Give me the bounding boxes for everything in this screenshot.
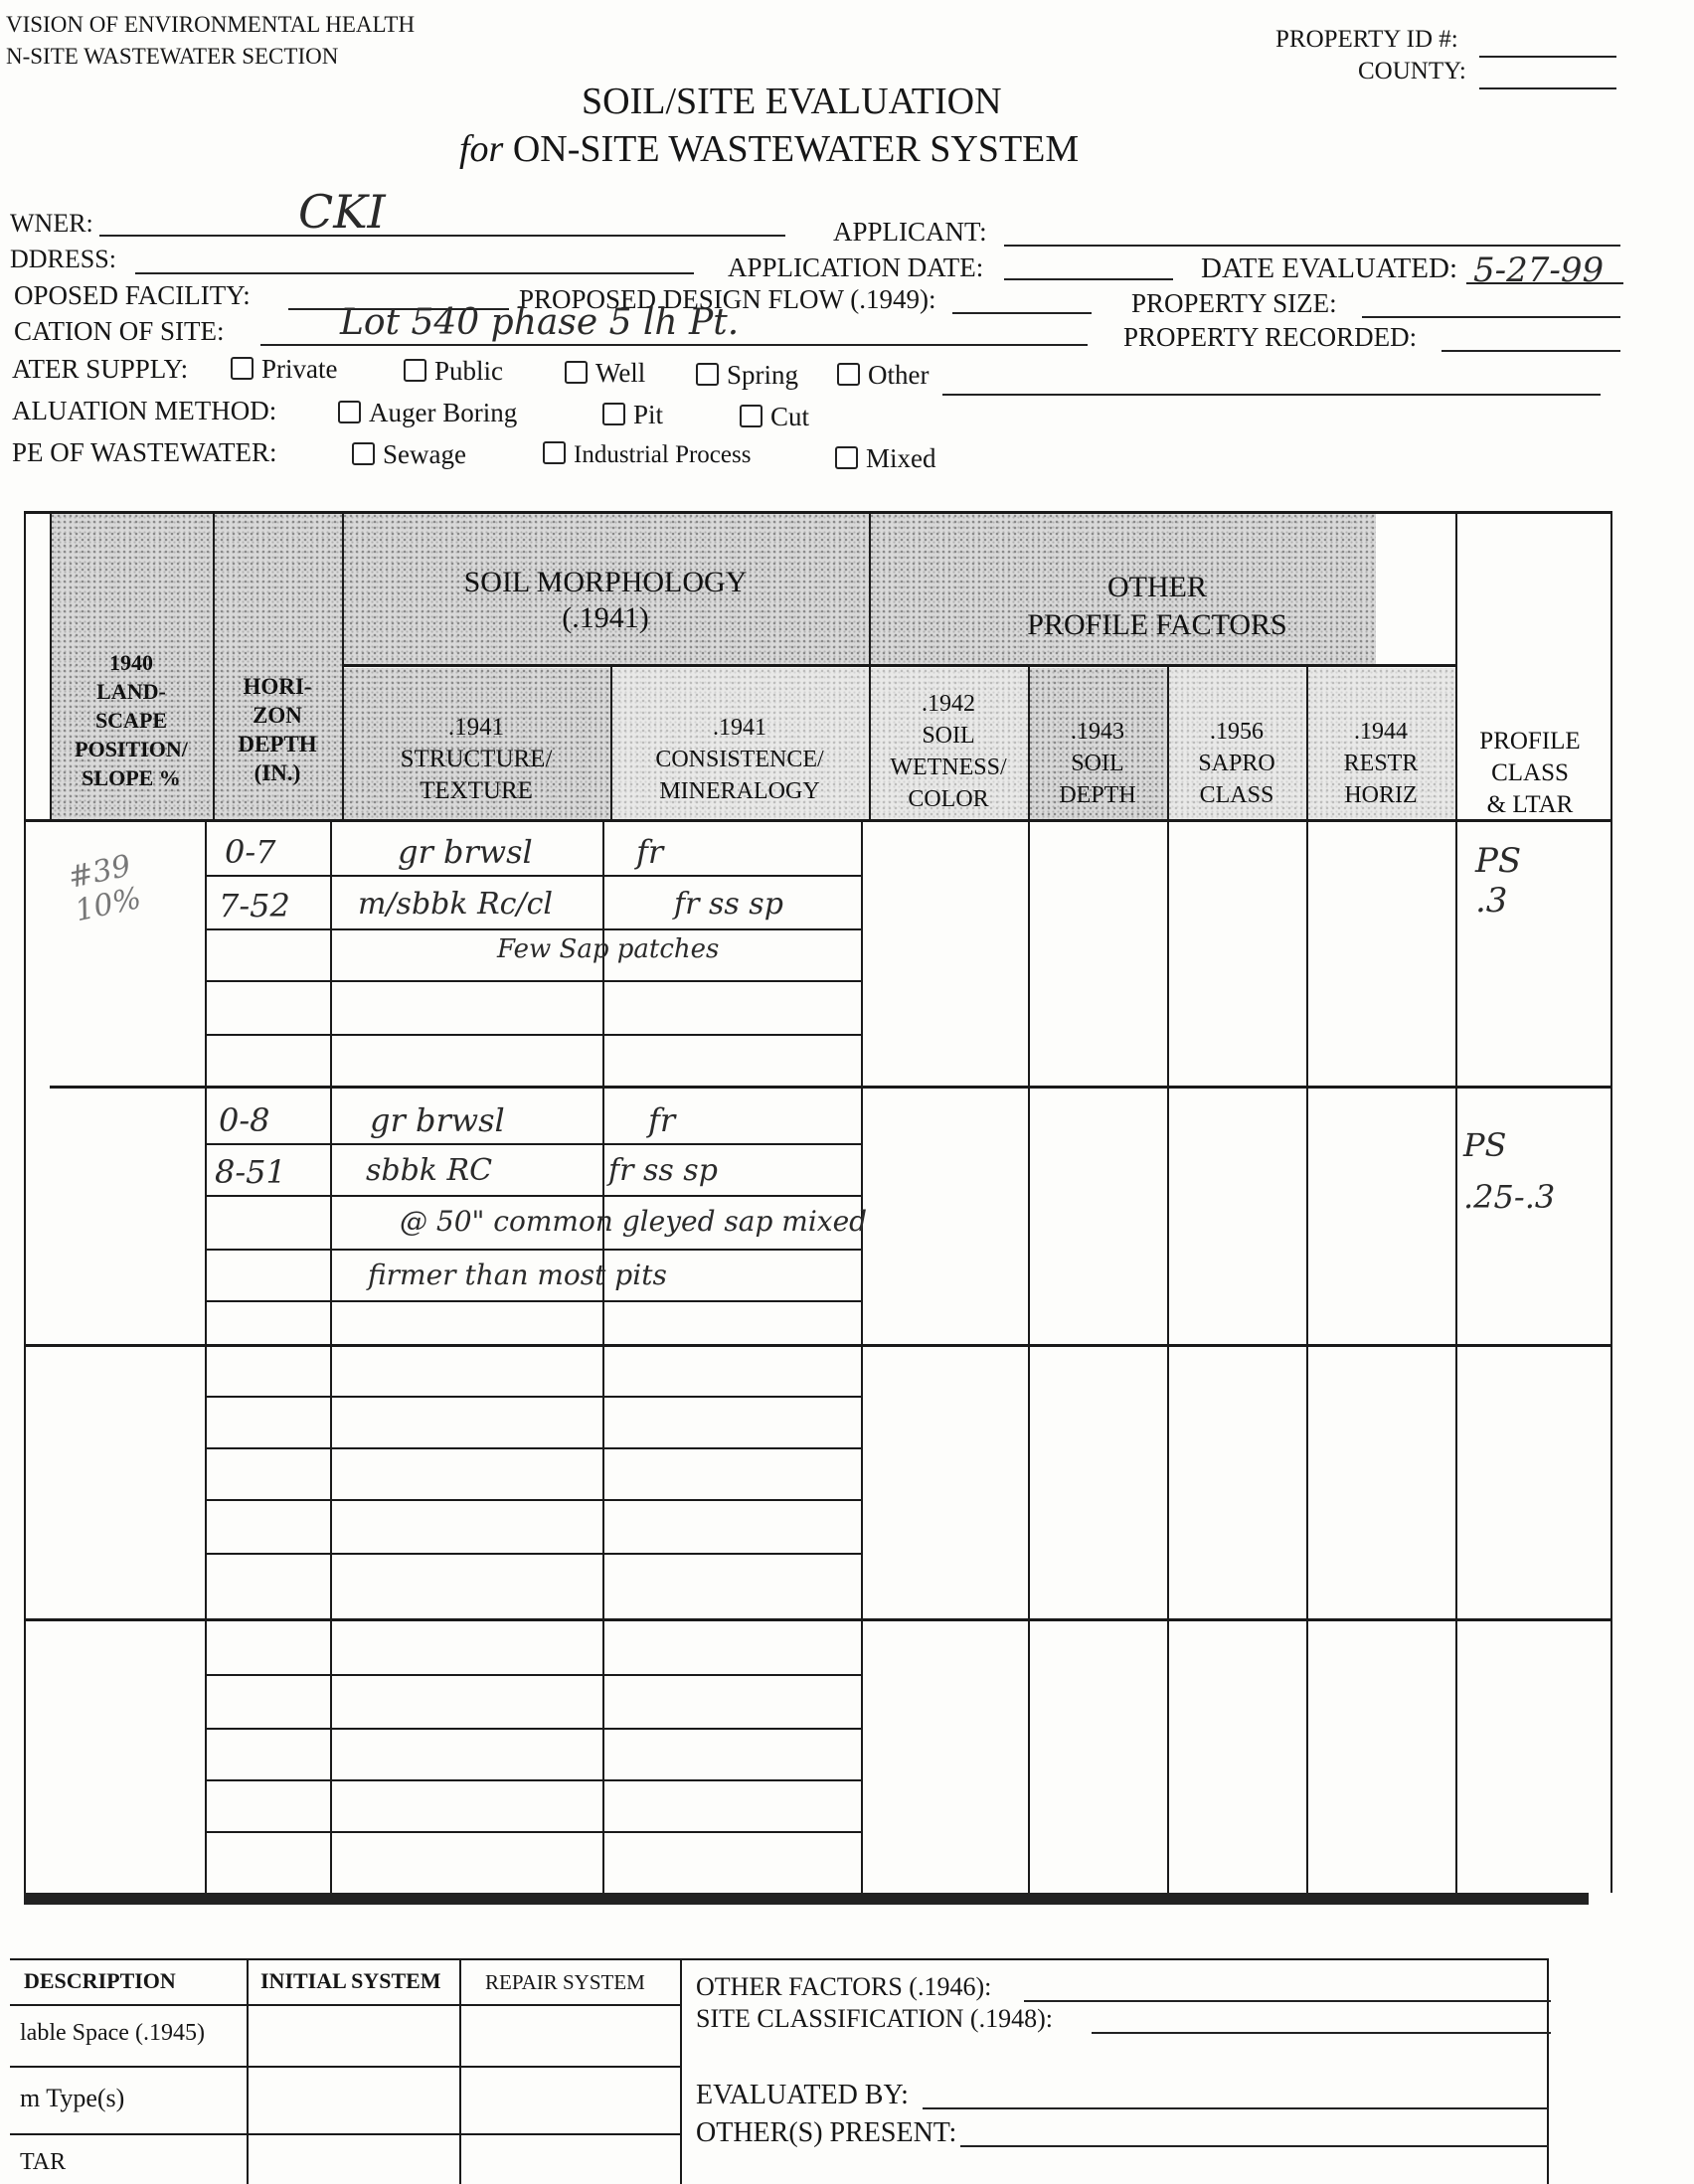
eval-method-cut-label: Cut [770, 402, 810, 431]
table-bottom-bar [24, 1893, 1589, 1905]
other-factors-field[interactable] [1024, 2000, 1551, 2002]
row-line-4a [205, 1674, 861, 1676]
wastewater-industrial-label: Industrial Process [574, 441, 752, 468]
row-line-1c [205, 980, 861, 982]
bottom-description-header: DESCRIPTION [24, 1968, 176, 1993]
block1-structure-3: Few Sap patches [497, 934, 720, 964]
row-line-2a [205, 1143, 861, 1145]
evaluation-method-label: ALUATION METHOD: [12, 396, 277, 425]
block1-structure-2: m/sbbk Rc/cl [358, 887, 553, 922]
property-id-field[interactable] [1479, 56, 1616, 58]
row-line-4b [205, 1728, 861, 1730]
checkbox-icon [565, 361, 588, 384]
table-top-border [24, 511, 1612, 514]
block2-structure-3: @ 50" common gleyed sap mixed [400, 1205, 868, 1238]
water-supply-other[interactable] [837, 360, 929, 391]
block-separator-2 [24, 1344, 1612, 1347]
applicant-field[interactable] [1004, 245, 1620, 247]
eval-method-auger[interactable] [338, 398, 517, 428]
row-line-1a [205, 875, 861, 877]
water-supply-spring-label: Spring [727, 360, 799, 390]
property-size-label: PROPERTY SIZE: [1131, 288, 1337, 318]
evaluated-by-field[interactable] [923, 2107, 1549, 2109]
checkbox-icon [338, 401, 361, 423]
block1-structure-1: gr brwsl [398, 833, 533, 871]
col-line-5 [869, 511, 871, 819]
eval-method-auger-label: Auger Boring [369, 398, 518, 427]
block2-depth-2: 8-51 [215, 1153, 286, 1191]
owner-field[interactable] [99, 235, 785, 237]
col-consistence-header: .1941 CONSISTENCE/ MINERALOGY [655, 715, 824, 804]
col-wetness-header: .1942 SOIL WETNESS/ COLOR [890, 691, 1007, 812]
form-subtitle [459, 127, 1079, 171]
block2-profile: PS .25-.3 [1463, 1126, 1556, 1216]
block1-consistence-2: fr ss sp [674, 887, 783, 922]
bottom-col-repair [459, 1958, 461, 2184]
checkbox-icon [404, 359, 426, 382]
col-line-9 [1455, 511, 1457, 1893]
address-field[interactable] [135, 272, 694, 274]
col-line-4 [610, 664, 612, 819]
site-classification-label: SITE CLASSIFICATION (.1948): [696, 2004, 1053, 2033]
design-flow-field[interactable] [952, 312, 1092, 314]
bottom-row-line-1 [10, 2004, 680, 2006]
body-col-depth [1028, 819, 1030, 1893]
evaluated-by-label: EVALUATED BY: [696, 2080, 909, 2110]
bottom-row-line-2 [10, 2066, 680, 2068]
county-label: COUNTY: [1358, 58, 1466, 84]
table-header-mid [342, 664, 1455, 667]
eval-method-pit-label: Pit [633, 400, 664, 429]
row-line-3c [205, 1499, 861, 1501]
agency-line-1: VISION OF ENVIRONMENTAL HEALTH [6, 12, 416, 37]
location-label: CATION OF SITE: [14, 316, 225, 346]
eval-method-pit[interactable] [602, 400, 663, 430]
col-line-6 [1028, 664, 1030, 819]
checkbox-icon [837, 363, 860, 386]
bottom-row-3-label: TAR [20, 2149, 67, 2175]
block2-consistence-1: fr [648, 1101, 676, 1139]
bottom-row-line-3 [10, 2133, 680, 2135]
col-line-8 [1306, 664, 1308, 819]
wastewater-sewage-label: Sewage [383, 439, 466, 469]
bottom-repair-header: REPAIR SYSTEM [485, 1970, 645, 1994]
bottom-row-1-label: lable Space (.1945) [20, 2020, 205, 2046]
col-landscape-header: 1940 LAND- SCAPE POSITION/ SLOPE % [75, 650, 188, 790]
eval-method-cut[interactable] [740, 402, 809, 432]
water-supply-private[interactable] [231, 354, 337, 385]
block2-structure-1: gr brwsl [370, 1101, 505, 1139]
bottom-top-border [10, 1958, 1549, 1960]
form-title: SOIL/SITE EVALUATION [582, 81, 1002, 122]
row-line-3b [205, 1447, 861, 1449]
design-flow-label: PROPOSED DESIGN FLOW (.1949): [519, 284, 936, 314]
application-date-label: APPLICATION DATE: [728, 252, 984, 282]
agency-line-2: N-SITE WASTEWATER SECTION [6, 44, 339, 69]
bottom-col-initial [247, 1958, 249, 2184]
wastewater-sewage[interactable] [352, 439, 466, 470]
checkbox-icon [352, 442, 375, 465]
others-present-label: OTHER(S) PRESENT: [696, 2117, 957, 2148]
checkbox-icon [696, 363, 719, 386]
row-line-2c [205, 1249, 861, 1251]
block1-profile: PS .3 [1475, 841, 1522, 921]
checkbox-icon [835, 446, 858, 469]
wastewater-industrial[interactable] [543, 441, 751, 469]
row-line-1b [205, 928, 861, 930]
body-col-sapro [1167, 819, 1169, 1893]
water-supply-label: ATER SUPPLY: [12, 354, 189, 384]
checkbox-icon [231, 357, 254, 380]
row-line-2b [205, 1195, 861, 1197]
block2-consistence-2: fr ss sp [608, 1153, 718, 1188]
address-label: DDRESS: [10, 245, 116, 273]
row-line-3d [205, 1553, 861, 1555]
block1-consistence-1: fr [636, 833, 664, 871]
water-supply-other-label: Other [868, 360, 930, 390]
block2-structure-4: firmer than most pits [368, 1259, 667, 1291]
checkbox-icon [602, 403, 625, 425]
block1-depth-2: 7-52 [219, 887, 290, 924]
row-line-4d [205, 1831, 861, 1833]
table-header-bottom [24, 819, 1612, 822]
water-supply-private-label: Private [261, 354, 338, 384]
col-restr-header: .1944 RESTR HORIZ [1343, 719, 1419, 808]
location-field[interactable] [260, 344, 1088, 346]
proposed-facility-label: OPOSED FACILITY: [14, 280, 251, 310]
owner-value: CKI [298, 185, 386, 239]
water-supply-public[interactable] [404, 356, 503, 387]
col-depth-header: .1943 SOIL DEPTH [1059, 719, 1136, 808]
other-factors-label: OTHER FACTORS (.1946): [696, 1972, 992, 2001]
col-profile-header: PROFILE CLASS & LTAR [1479, 728, 1581, 818]
others-present-field[interactable] [960, 2145, 1549, 2147]
row-line-4c [205, 1779, 861, 1781]
location-value: Lot 540 phase 5 lh Pt. [340, 302, 740, 343]
row-line-3a [205, 1396, 861, 1398]
col-line-1 [50, 511, 52, 819]
application-date-field[interactable] [1004, 278, 1173, 280]
date-evaluated-label: DATE EVALUATED: [1201, 252, 1458, 284]
table-right-border [1610, 511, 1612, 1893]
checkbox-icon [740, 405, 762, 427]
col-line-7 [1167, 664, 1169, 819]
water-supply-spring[interactable] [696, 360, 798, 391]
form-subtitle-prefix: for [459, 128, 504, 170]
block2-depth-1: 0-8 [219, 1101, 270, 1139]
checkbox-icon [543, 441, 566, 464]
property-id-label: PROPERTY ID #: [1275, 26, 1458, 53]
date-evaluated-value: 5-27-99 [1473, 251, 1605, 290]
water-supply-other-field[interactable] [942, 394, 1601, 396]
site-classification-field[interactable] [1092, 2032, 1551, 2034]
table-left-border [24, 511, 26, 1893]
bottom-right-border [1547, 1958, 1549, 2184]
row-line-2d [205, 1300, 861, 1302]
row-line-1d [205, 1034, 861, 1036]
bottom-col-right [680, 1958, 682, 2184]
bottom-initial-header: INITIAL SYSTEM [260, 1968, 441, 1993]
body-col-wetness [861, 819, 863, 1893]
block1-depth-1: 0-7 [225, 833, 276, 871]
wastewater-mixed-label: Mixed [866, 443, 936, 473]
col-structure-header: .1941 STRUCTURE/ TEXTURE [400, 714, 553, 804]
form-subtitle-text: ON-SITE WASTEWATER SYSTEM [512, 128, 1080, 170]
owner-label: WNER: [10, 209, 93, 238]
wastewater-type-label: PE OF WASTEWATER: [12, 437, 277, 467]
block-separator-1 [50, 1086, 1612, 1089]
bottom-row-2-label: m Type(s) [20, 2084, 125, 2112]
body-col-restr [1306, 819, 1308, 1893]
group-other-header: OTHER PROFILE FACTORS [1027, 571, 1287, 641]
group-morphology-header: SOIL MORPHOLOGY (.1941) [463, 566, 748, 634]
water-supply-well-label: Well [595, 358, 646, 388]
block-separator-3 [24, 1618, 1612, 1621]
col-line-3 [342, 511, 344, 819]
col-horizon-header: HORI- ZON DEPTH (IN.) [238, 674, 317, 785]
water-supply-well[interactable] [565, 358, 645, 389]
block2-structure-2: sbbk RC [366, 1153, 493, 1188]
property-recorded-label: PROPERTY RECORDED: [1123, 322, 1418, 352]
col-sapro-header: .1956 SAPRO CLASS [1198, 719, 1275, 808]
property-size-field[interactable] [1362, 316, 1620, 318]
block1-landscape: #39 10% [65, 848, 145, 929]
col-line-2 [213, 511, 215, 819]
applicant-label: APPLICANT: [833, 217, 987, 247]
property-recorded-field[interactable] [1441, 350, 1620, 352]
wastewater-mixed[interactable] [835, 443, 936, 474]
county-field[interactable] [1479, 87, 1616, 89]
water-supply-public-label: Public [434, 356, 504, 386]
